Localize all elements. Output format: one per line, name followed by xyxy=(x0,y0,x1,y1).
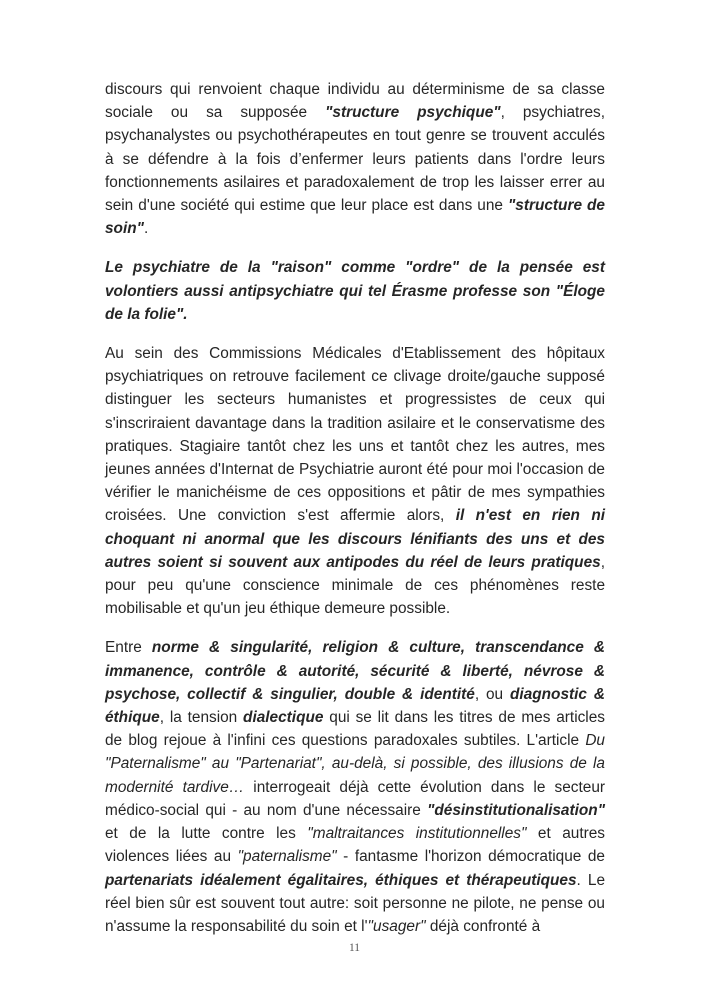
text-run: interrogeait déjà cette évolution dans le secteur médico-social qui - au nom d'une nécessaire xyxy=(105,778,605,819)
text-run: Au sein des Commissions Médicales d'Etablissement des hôpitaux psychiatriques on retrouve facilement ce clivage droite/gauche supposé distinguer les secteurs humanistes et progressistes de ceux qui s'inscriraient davantage dans la tradition asilaire et le conservatisme des pratiques. Stagiaire tantôt chez les uns et tantôt chez les autres, mes jeunes années d'Internat de Psychiatrie auront été pour moi l'occasion de vérifier le manichéisme de ces oppositions et pâtir de mes sympathies croisées. Une conviction s'est affermie alors, xyxy=(105,345,605,525)
emphasis-bold-italic: il n'est en rien ni choquant ni anormal que les discours lénifiants des uns et des autres soient si souvent aux antipodes du réel de leurs pratiques xyxy=(105,507,606,571)
emphasis-bold-italic: dialectique xyxy=(243,709,324,727)
text-run: qui se lit dans les titres de mes articles de blog rejoue à l'infini ces questions paradoxales subtiles. L'article xyxy=(105,709,605,750)
quote-paragraph xyxy=(105,256,605,326)
emphasis-italic: Du "Paternalisme" au "Partenariat", au-delà, si possible, des illusions de la modernité tardive… xyxy=(105,732,605,796)
text-run: Le psychiatre de la "raison" comme "ordre" de la pensée est volontiers aussi antipsychiatre qui tel Érasme professe son "Éloge de la folie". xyxy=(105,259,605,323)
emphasis-bold-italic: "désinstitutionalisation" xyxy=(427,801,605,819)
text-run: , la tension xyxy=(159,709,244,727)
emphasis-bold-italic: partenariats idéalement égalitaires, éthiques et thérapeutiques xyxy=(105,871,577,889)
text-run: , ou xyxy=(474,685,511,703)
text-run: discours qui renvoient chaque individu au déterminisme de sa classe sociale ou sa supposée xyxy=(105,81,605,122)
text-run: et autres violences liées au xyxy=(105,825,605,866)
page-number: 11 xyxy=(348,942,361,954)
text-run: . xyxy=(143,220,149,238)
paragraph xyxy=(105,636,605,938)
emphasis-italic: "usager" xyxy=(367,917,426,935)
text-run: , pour peu qu'une conscience minimale de ces phénomènes reste mobilisable et qu'un jeu éthique demeure possible. xyxy=(105,553,605,618)
paragraph xyxy=(105,342,605,620)
text-run: et de la lutte contre les xyxy=(105,825,308,843)
paragraph xyxy=(105,78,605,240)
emphasis-bold-italic: "structure psychique" xyxy=(325,104,501,122)
emphasis-italic: "paternalisme" xyxy=(237,848,337,866)
emphasis-italic: "maltraitances institutionnelles" xyxy=(307,825,527,843)
text-run: - fantasme l'horizon démocratique de xyxy=(336,848,605,866)
emphasis-bold-italic: "structure de soin" xyxy=(105,197,605,238)
emphasis-bold-italic: norme & singularité, religion & culture, transcendance & immanence, contrôle & autorité, sécurité & liberté, névrose & psychose, collectif & singulier, double & identité xyxy=(105,639,606,703)
text-run: . Le réel bien sûr est souvent tout autre: soit personne ne pilote, ne pense ou n'assume la responsabilité du soin et l' xyxy=(105,871,606,935)
text-run: , psychiatres, psychanalystes ou psychothérapeutes en tout genre se trouvent acculés à se défendre à la fois d’enfermer leurs patients dans l'ordre leurs fonctionnements asilaires et paradoxalement de trop les laisser errer au sein d'une société qui estime que leur place est dans une xyxy=(105,104,605,215)
text-run: Entre xyxy=(105,639,152,657)
text-run: déjà confronté à xyxy=(425,917,541,935)
emphasis-bold-italic: diagnostic & éthique xyxy=(105,685,605,727)
body-text xyxy=(105,78,605,938)
